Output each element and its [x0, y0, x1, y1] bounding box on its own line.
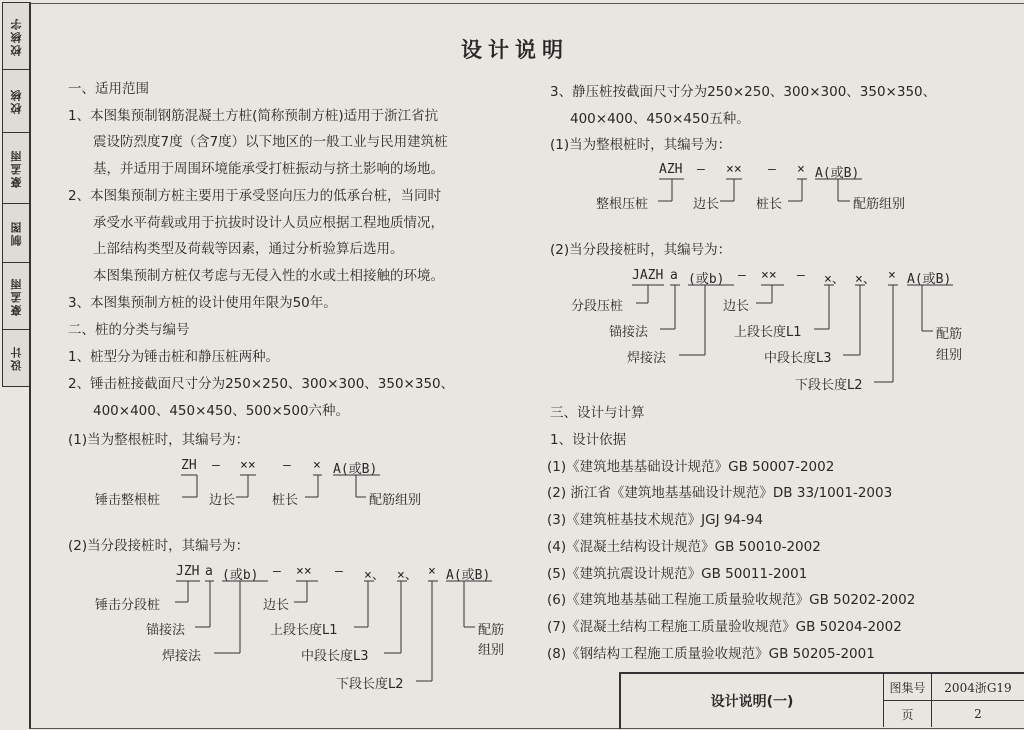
code-part: —	[797, 268, 805, 283]
reference-line: (7)《混凝土结构工程施工质量验收规范》GB 50204-2002	[547, 619, 902, 635]
code-label: 边长	[693, 197, 720, 212]
code-label: 下段长度L2	[795, 378, 863, 393]
code-part: —	[283, 458, 291, 473]
reference-line: (4)《混凝土结构设计规范》GB 50010-2002	[547, 539, 821, 555]
page-title: 设计说明	[461, 37, 569, 62]
code-part: —	[738, 268, 746, 283]
paragraph-line: (2)当分段接桩时，其编号为：	[68, 538, 250, 554]
paragraph-line: 400×400、450×450、500×500六种。	[93, 403, 350, 419]
paragraph-line: 2、本图集预制方桩主要用于承受竖向压力的低承台桩，当同时	[68, 188, 442, 204]
code-label: 整根压桩	[596, 197, 649, 212]
code-part: AZH	[659, 162, 683, 177]
code-part: —	[212, 458, 220, 473]
sidebar-text: 制图	[9, 220, 23, 246]
code-label: 组别	[478, 643, 505, 658]
code-label: 中段长度L3	[301, 649, 369, 664]
paragraph-line: 上部结构类型及荷载等因素，通过分析验算后选用。	[93, 241, 404, 257]
code-part: ×、	[364, 568, 385, 583]
code-label: 边长	[263, 598, 290, 613]
code-label: 焊接法	[627, 351, 667, 366]
code-part: ×、	[397, 568, 418, 583]
paragraph-line: 1、设计依据	[550, 432, 627, 448]
reference-line: (3)《建筑桩基技术规范》JGJ 94-94	[547, 512, 764, 528]
reference-line: (5)《建筑抗震设计规范》GB 50011-2001	[547, 566, 808, 582]
code-part: a	[205, 564, 213, 579]
code-part: A(或B)	[333, 462, 378, 477]
code-label: 桩长	[272, 493, 299, 508]
paragraph-line: 2、锤击桩接截面尺寸分为250×250、300×300、350×350、	[68, 376, 455, 392]
paragraph-line: 1、本图集预制钢筋混凝土方桩(简称预制方桩)适用于浙江省抗	[68, 108, 439, 124]
code-label: 下段长度L2	[336, 677, 404, 692]
sidebar-text: 校核	[9, 88, 23, 114]
title-block	[619, 672, 1024, 729]
code-label: 锤击分段桩	[95, 598, 161, 613]
code-part: —	[335, 564, 343, 579]
atlas-number-label: 图集号	[884, 674, 932, 701]
sidebar-text: 豪孟雨	[9, 148, 23, 188]
sidebar-text: 设计	[9, 344, 23, 371]
code-label: 中段长度L3	[764, 351, 832, 366]
code-label: 配筋	[478, 623, 505, 638]
section-heading: 一、适用范围	[68, 81, 149, 97]
code-part: a	[670, 268, 678, 283]
reference-line: (2) 浙江省《建筑地基基础设计规范》DB 33/1001-2003	[547, 485, 893, 501]
code-part: ×	[888, 268, 896, 283]
paragraph-line: 3、本图集预制方桩的设计使用年限为50年。	[68, 295, 337, 311]
paragraph-line: 3、静压桩按截面尺寸分为250×250、300×300、350×350、	[550, 84, 937, 100]
code-label: 分段压桩	[571, 299, 624, 314]
code-label: 边长	[209, 493, 236, 508]
page-number-value: 2	[974, 707, 982, 721]
code-part: A(或B)	[446, 568, 491, 583]
code-label: 配筋	[936, 327, 963, 342]
code-part: ××	[296, 564, 312, 579]
code-part: ×	[797, 162, 805, 177]
reference-line: (1)《建筑地基基础设计规范》GB 50007-2002	[547, 459, 835, 475]
paragraph-line: 1、桩型分为锤击桩和静压桩两种。	[68, 349, 280, 365]
drawing-name: 设计说明(一)	[621, 674, 884, 727]
code-part: —	[273, 564, 281, 579]
code-part: (或b)	[688, 272, 725, 287]
paragraph-line: 震设防烈度7度（含7度）以下地区的一般工业与民用建筑桩	[93, 134, 448, 150]
code-part: ×、	[855, 272, 876, 287]
paragraph-line: (1)当为整根桩时，其编号为：	[550, 137, 732, 153]
code-label: 边长	[723, 299, 750, 314]
code-part: ××	[726, 162, 742, 177]
code-part: ××	[761, 268, 777, 283]
code-label: 桩长	[756, 197, 783, 212]
code-label: 锚接法	[609, 325, 649, 340]
code-part: —	[768, 162, 776, 177]
code-part: A(或B)	[907, 272, 952, 287]
code-part: ×	[313, 458, 321, 473]
code-part: JZH	[176, 564, 200, 579]
code-part: ×	[428, 564, 436, 579]
reference-line: (8)《钢结构工程施工质量验收规范》GB 50205-2001	[547, 646, 875, 662]
code-part: ××	[240, 458, 256, 473]
section-heading: 三、设计与计算	[550, 405, 645, 421]
code-part: ZH	[181, 458, 197, 473]
paragraph-line: 400×400、450×450五种。	[570, 111, 750, 127]
section-heading: 二、桩的分类与编号	[68, 322, 190, 338]
code-label: 配筋组别	[369, 493, 422, 508]
code-label: 组别	[936, 348, 963, 363]
code-label: 锤击整根桩	[95, 493, 161, 508]
code-label: 配筋组别	[853, 197, 906, 212]
atlas-number-value: 2004浙G19	[932, 674, 1024, 701]
paragraph-line: 基，并适用于周围环境能承受打桩振动与挤土影响的场地。	[93, 161, 444, 177]
paragraph-line: (2)当分段接桩时，其编号为：	[550, 242, 732, 258]
reference-line: (6)《建筑地基基础工程施工质量验收规范》GB 50202-2002	[547, 592, 916, 608]
paragraph-line: 承受水平荷载或用于抗拔时设计人员应根据工程地质情况，	[93, 215, 444, 231]
page-number-label: 页	[884, 701, 932, 727]
code-label: 上段长度L1	[270, 623, 338, 638]
sidebar-text: 校核字	[9, 16, 23, 56]
code-label: 焊接法	[162, 649, 202, 664]
sidebar-text: 豪孟雨	[9, 276, 23, 316]
code-part: —	[697, 162, 705, 177]
code-part: ×、	[824, 272, 845, 287]
code-part: (或b)	[222, 568, 259, 583]
code-label: 上段长度L1	[734, 325, 802, 340]
paragraph-line: 本图集预制方桩仅考虑与无侵入性的水或土相接触的环境。	[93, 268, 444, 284]
code-label: 锚接法	[146, 623, 186, 638]
code-part: A(或B)	[815, 166, 860, 181]
paragraph-line: (1)当为整根桩时，其编号为：	[68, 432, 250, 448]
code-part: JAZH	[632, 268, 664, 283]
